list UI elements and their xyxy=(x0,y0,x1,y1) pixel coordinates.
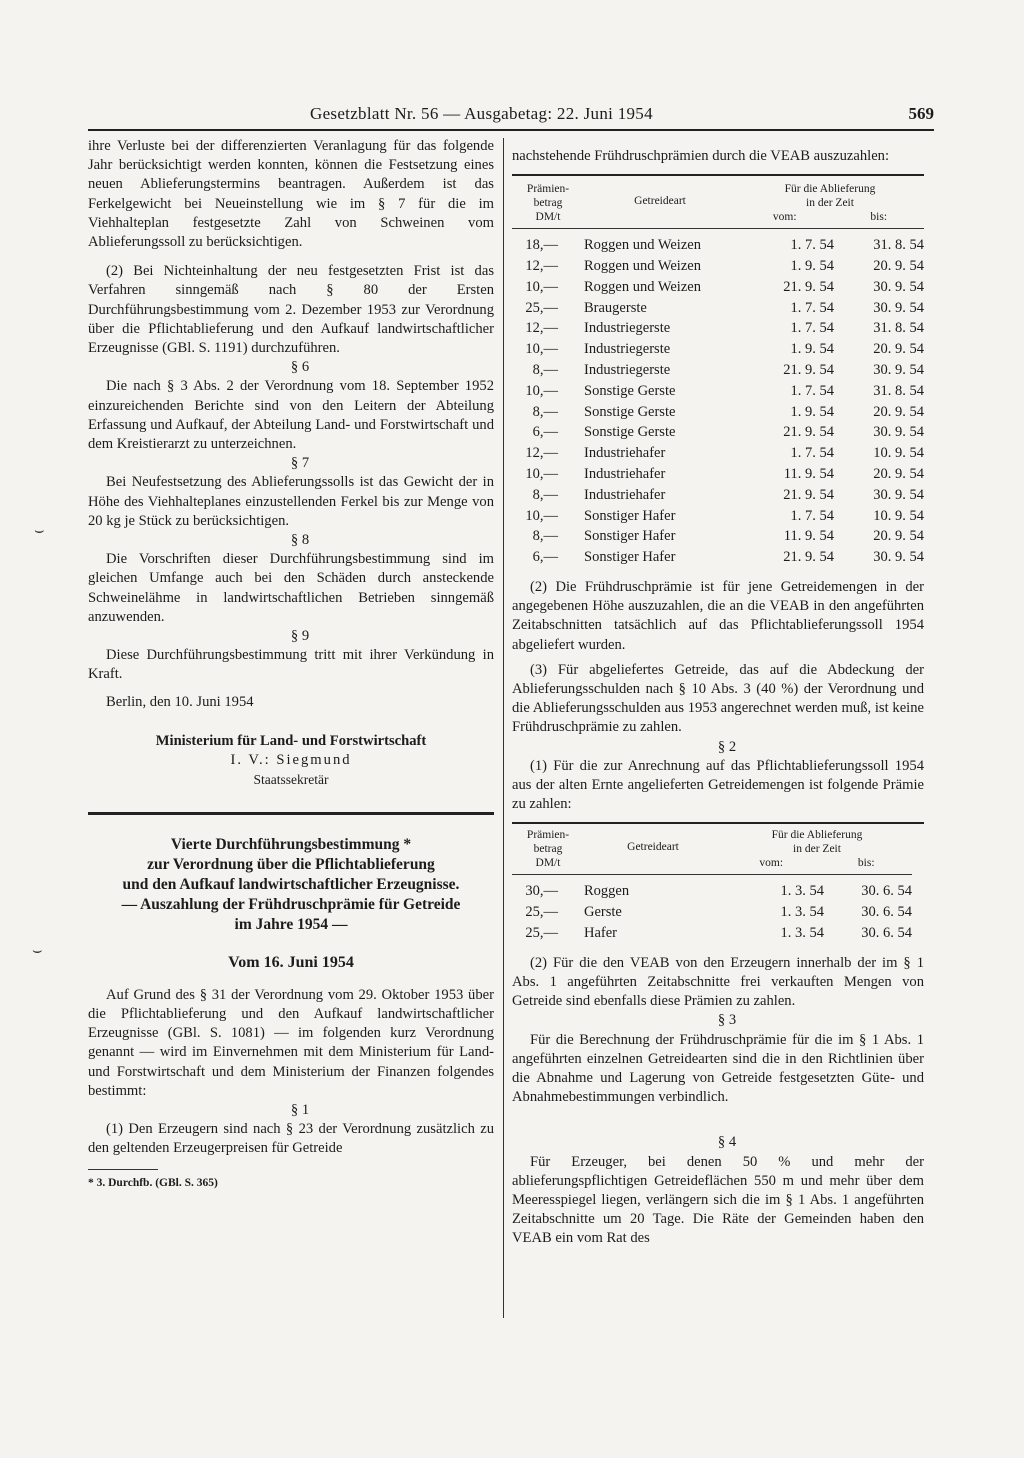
cell-to: 31. 8. 54 xyxy=(873,320,924,337)
section-4-heading: § 4 xyxy=(717,1134,737,1151)
ministry-name: Ministerium für Land- und Forstwirtschaft xyxy=(155,732,427,749)
table-row xyxy=(512,360,924,381)
paragraph: Auf Grund des § 31 der Verordnung vom 29. Oktober 1953 über die Pflichtablieferung und den Aufkauf landwirtschaftlicher Erzeugnisse (GBl. S. 1081) — im folgenden kurz Verordnung genannt — wird im Einvernehmen mit dem Ministerium für Land- und Forstwirtschaft und dem Ministerium der Finanzen folgendes bestimmt: xyxy=(88,986,494,1099)
premium-table-2-body xyxy=(512,881,912,943)
table-row xyxy=(512,902,912,923)
document-heading xyxy=(88,835,494,935)
cell-grain: Industriehafer xyxy=(584,445,666,462)
table-row xyxy=(512,422,924,443)
cell-from: 21. 9. 54 xyxy=(783,278,834,295)
cell-to: 10. 9. 54 xyxy=(873,445,924,462)
cell-to: 31. 8. 54 xyxy=(873,237,924,254)
footnote: * 3. Durchfb. (GBl. S. 365) xyxy=(88,1176,218,1189)
section-8-heading: § 8 xyxy=(290,532,310,549)
cell-grain: Sonstige Gerste xyxy=(584,424,676,441)
section-7-heading: § 7 xyxy=(290,455,310,472)
section-divider xyxy=(88,812,494,815)
cell-grain: Industriehafer xyxy=(584,486,666,503)
paragraph: (1) Für die zur Anrechnung auf das Pflichtablieferungssoll 1954 aus der alten Ernte angelieferten Getreidemengen ist folgende Prämie zu zahlen: xyxy=(512,757,924,813)
table-row xyxy=(512,339,924,360)
cell-amount: 25,— xyxy=(525,924,558,941)
table-header-rule xyxy=(512,874,912,875)
table-row xyxy=(512,318,924,339)
header-period-subcols xyxy=(736,210,924,228)
cell-to: 30. 9. 54 xyxy=(873,486,924,503)
cell-to: 30. 9. 54 xyxy=(873,549,924,566)
cell-amount: 10,— xyxy=(525,382,558,399)
cell-amount: 12,— xyxy=(525,320,558,337)
header-amount: Prämien- betrag DM/t xyxy=(526,829,570,870)
paragraph: nachstehende Frühdruschprämien durch die VEAB auszuzahlen: xyxy=(512,148,890,164)
cell-amount: 10,— xyxy=(525,507,558,524)
place-date: Berlin, den 10. Juni 1954 xyxy=(106,693,254,710)
cell-from: 1. 3. 54 xyxy=(780,883,824,900)
header-grain: Getreideart xyxy=(634,195,686,208)
table-row xyxy=(512,923,912,944)
cell-amount: 8,— xyxy=(532,403,558,420)
cell-from: 21. 9. 54 xyxy=(783,549,834,566)
right-column xyxy=(512,148,924,1249)
cell-grain: Industriehafer xyxy=(584,465,666,482)
cell-from: 21. 9. 54 xyxy=(783,424,834,441)
heading-line: — Auszahlung der Frühdruschprämie für Getreide xyxy=(121,895,461,913)
cell-amount: 12,— xyxy=(525,445,558,462)
section-3-heading: § 3 xyxy=(717,1012,737,1029)
header-amount: Prämien- betrag DM/t xyxy=(526,183,570,224)
table-row xyxy=(512,506,924,527)
cell-grain: Roggen und Weizen xyxy=(584,258,701,274)
signer: I. V.: Siegmund xyxy=(230,752,352,769)
cell-grain: Hafer xyxy=(584,924,618,941)
cell-to: 20. 9. 54 xyxy=(873,341,924,358)
cell-from: 1. 7. 54 xyxy=(790,237,834,254)
cell-amount: 8,— xyxy=(532,486,558,503)
section-6-heading: § 6 xyxy=(290,359,310,376)
paragraph: Die nach § 3 Abs. 2 der Verordnung vom 18. September 1952 einzureichenden Berichte sind von den Leitern der Abteilung Erfassung und Aufkauf, der Abteilung Land- und Forstwirtschaft und dem Kreistierarzt zu unterzeichnen. xyxy=(88,378,494,453)
cell-to: 20. 9. 54 xyxy=(873,528,924,545)
paragraph: (2) Die Frühdruschprämie ist für jene Getreidemengen in der angegebenen Höhe auszuzahlen, die an die VEAB in den angeführten Zeitabschnitten tatsächlich auf das Pflichtablieferungssoll 1954 abgeliefert wurden. xyxy=(512,578,924,653)
paragraph: (2) Bei Nichteinhaltung der neu festgesetzten Frist ist das Verfahren sinngemäß nach § 80 der Ersten Durchführungsbestimmung vom 2. Dezember 1953 zur Verordnung über die Pflichtablieferung und den Aufkauf landwirtschaftlicher Erzeugnisse (GBl. S. 1191) durchzuführen. xyxy=(88,263,494,357)
column-divider xyxy=(503,138,504,1318)
table-row xyxy=(512,402,924,423)
table-header-row xyxy=(512,176,924,228)
cell-from: 21. 9. 54 xyxy=(783,486,834,503)
header-from: vom: xyxy=(759,857,784,870)
paragraph: Für Erzeuger, bei denen 50 % und mehr der ablieferungspflichtigen Getreideflächen 550 m und mehr über dem Meeresspiegel liegen, verlängern sich die im § 1 Abs. 1 angeführten Zeitabschnitte um 20 Tage. Die Räte der Gemeinden haben den VEAB ein vom Rat des xyxy=(512,1153,924,1247)
header-to: bis: xyxy=(857,857,875,870)
cell-amount: 8,— xyxy=(532,528,558,545)
header-rule xyxy=(88,129,934,131)
paragraph: (3) Für abgeliefertes Getreide, das auf die Abdeckung der Ablieferungsschulden nach § 10 Abs. 3 (40 %) der Verordnung und die Ablieferungsschulden aus 1953 angerechnet werden muß, ist keine Frühdruschprämie zu zahlen. xyxy=(512,661,924,736)
cell-to: 10. 9. 54 xyxy=(873,507,924,524)
premium-table-1-body xyxy=(512,235,924,568)
cell-amount: 25,— xyxy=(525,904,558,921)
page-number: 569 xyxy=(908,104,934,123)
header-period xyxy=(722,824,912,874)
header-grain: Getreideart xyxy=(627,841,679,854)
cell-from: 1. 3. 54 xyxy=(780,924,824,941)
cell-from: 21. 9. 54 xyxy=(783,361,834,378)
cell-to: 20. 9. 54 xyxy=(873,465,924,482)
left-column xyxy=(88,137,494,1193)
cell-to: 30. 6. 54 xyxy=(861,924,912,941)
header-period xyxy=(736,176,924,228)
cell-from: 1. 7. 54 xyxy=(790,299,834,316)
cell-from: 11. 9. 54 xyxy=(783,465,834,482)
cell-to: 20. 9. 54 xyxy=(873,403,924,420)
cell-amount: 10,— xyxy=(525,278,558,295)
cell-grain: Industriegerste xyxy=(584,361,671,378)
cell-to: 30. 9. 54 xyxy=(873,278,924,295)
header-period-subcols xyxy=(722,856,912,874)
table-row xyxy=(512,881,912,902)
table-row xyxy=(512,298,924,319)
table-row xyxy=(512,464,924,485)
document-date: Vom 16. Juni 1954 xyxy=(228,953,354,971)
header-period-label: Für die Ablieferung in der Zeit xyxy=(784,183,876,210)
cell-from: 1. 9. 54 xyxy=(790,258,834,274)
paragraph: (1) Den Erzeugern sind nach § 23 der Verordnung zusätzlich zu den geltenden Erzeugerpreisen für Getreide xyxy=(88,1121,494,1157)
table-row xyxy=(512,526,924,547)
signer-title: Staatssekretär xyxy=(253,772,329,788)
cell-amount: 8,— xyxy=(532,361,558,378)
paragraph: Die Vorschriften dieser Durchführungsbestimmung sind im gleichen Umfange auch bei den Schäden durch ansteckende Schweinelähme in landwirtschaftlichen Betrieben sinngemäß anzuwenden. xyxy=(88,551,494,625)
premium-table-2 xyxy=(512,824,912,874)
paragraph: Bei Neufestsetzung des Ablieferungssolls ist das Gewicht der in Höhe des Viehhalteplanes einzustellenden Ferkel bis zur Menge von 20 kg je Stück zu berücksichtigen. xyxy=(88,474,494,529)
table-header-row xyxy=(512,824,912,874)
table-row xyxy=(512,256,924,277)
cell-to: 30. 9. 54 xyxy=(873,424,924,441)
cell-from: 1. 9. 54 xyxy=(790,341,834,358)
table-row xyxy=(512,443,924,464)
heading-line: Vierte Durchführungsbestimmung * xyxy=(170,835,412,853)
section-1-heading: § 1 xyxy=(290,1101,310,1118)
cell-amount: 12,— xyxy=(525,258,558,274)
cell-to: 30. 9. 54 xyxy=(873,299,924,316)
table-row xyxy=(512,277,924,298)
cell-amount: 10,— xyxy=(525,341,558,358)
paragraph: ihre Verluste bei der differenzierten Veranlagung für das folgende Jahr berücksichtigt werden konnten, können die Festsetzung eines neuen Ablieferungstermins beantragen. Außerdem ist das Ferkelgewicht bei Neueinstellung wie im § 7 für die im Viehhalteplan festgesetzte Zahl von Schweinen vom Ablieferungssoll zu berücksichtigen. xyxy=(88,138,494,251)
cell-to: 31. 8. 54 xyxy=(873,382,924,399)
table-row xyxy=(512,485,924,506)
margin-mark: ⌣ xyxy=(32,940,43,959)
premium-table-1 xyxy=(512,176,924,228)
margin-mark: ⌣ xyxy=(34,520,45,539)
cell-amount: 10,— xyxy=(525,465,558,482)
cell-amount: 25,— xyxy=(525,299,558,316)
cell-amount: 30,— xyxy=(525,883,558,900)
cell-from: 1. 9. 54 xyxy=(790,403,834,420)
table-row xyxy=(512,235,924,256)
table-row xyxy=(512,381,924,402)
cell-from: 1. 7. 54 xyxy=(790,382,834,399)
cell-grain: Industriegerste xyxy=(584,341,671,358)
cell-from: 1. 7. 54 xyxy=(790,320,834,337)
cell-amount: 6,— xyxy=(532,549,558,566)
cell-from: 1. 7. 54 xyxy=(790,445,834,462)
header-title: Gesetzblatt Nr. 56 — Ausgabetag: 22. Juni 1954 xyxy=(310,104,653,123)
header-from: vom: xyxy=(772,211,797,224)
section-2-heading: § 2 xyxy=(717,738,737,755)
cell-to: 30. 6. 54 xyxy=(861,883,912,900)
cell-grain: Braugerste xyxy=(584,299,647,316)
paragraph: Diese Durchführungsbestimmung tritt mit ihrer Verkündung in Kraft. xyxy=(88,647,494,683)
cell-amount: 6,— xyxy=(532,424,558,441)
header-period-label: Für die Ablieferung in der Zeit xyxy=(771,829,863,856)
cell-from: 11. 9. 54 xyxy=(783,528,834,545)
cell-grain: Gerste xyxy=(584,904,622,921)
cell-amount: 18,— xyxy=(525,237,558,254)
heading-line: zur Verordnung über die Pflichtablieferung xyxy=(147,855,435,873)
table-header-rule xyxy=(512,228,924,229)
cell-grain: Sonstige Gerste xyxy=(584,382,676,399)
cell-grain: Roggen und Weizen xyxy=(584,237,701,254)
paragraph: Für die Berechnung der Frühdruschprämie für die im § 1 Abs. 1 angeführten einzelnen Getreidearten sind die in den Richtlinien über die Abnahme und Lagerung von Getreide festgesetzten Güte- und Abnahmebestimmungen verbindlich. xyxy=(512,1031,924,1106)
cell-grain: Roggen und Weizen xyxy=(584,278,701,295)
cell-to: 20. 9. 54 xyxy=(873,258,924,274)
cell-grain: Industriegerste xyxy=(584,320,671,337)
cell-grain: Sonstiger Hafer xyxy=(584,528,676,545)
paragraph: (2) Für die den VEAB von den Erzeugern innerhalb der im § 1 Abs. 1 angeführten Zeitabschnitte frei verkauften Mengen von Getreide sind ebenfalls diese Prämien zu zahlen. xyxy=(512,954,924,1010)
cell-grain: Sonstiger Hafer xyxy=(584,549,676,566)
cell-grain: Roggen xyxy=(584,883,630,900)
header-to: bis: xyxy=(870,211,888,224)
cell-grain: Sonstige Gerste xyxy=(584,403,676,420)
cell-from: 1. 3. 54 xyxy=(780,904,824,921)
cell-to: 30. 9. 54 xyxy=(873,361,924,378)
cell-to: 30. 6. 54 xyxy=(861,904,912,921)
table-row xyxy=(512,547,924,568)
section-9-heading: § 9 xyxy=(290,628,310,645)
footnote-rule xyxy=(88,1169,158,1170)
cell-grain: Sonstiger Hafer xyxy=(584,507,676,524)
cell-from: 1. 7. 54 xyxy=(790,507,834,524)
heading-line: im Jahre 1954 — xyxy=(234,915,348,933)
heading-line: und den Aufkauf landwirtschaftlicher Erzeugnisse. xyxy=(122,875,460,893)
